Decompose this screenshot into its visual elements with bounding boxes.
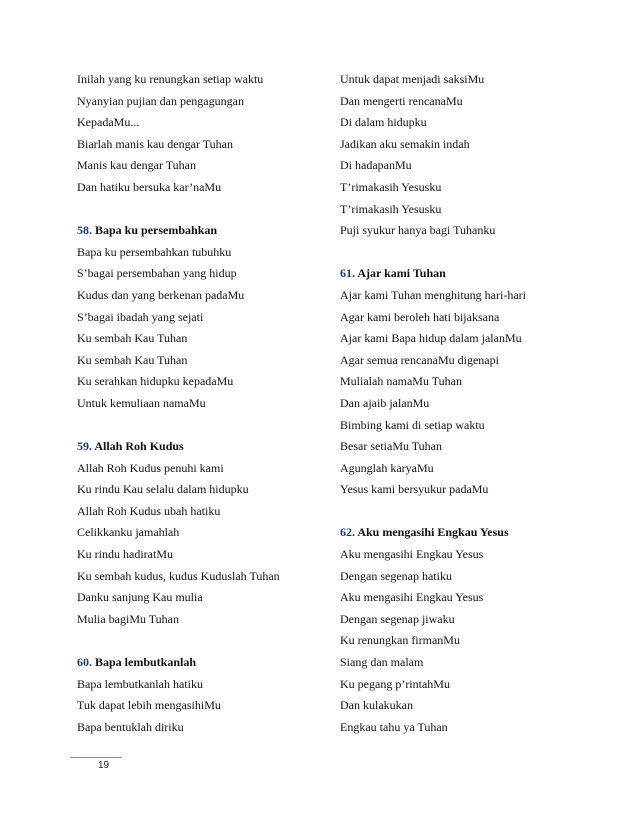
lyric-line: Nyanyian pujian dan pengagungan — [77, 93, 244, 108]
song-heading-60 — [77, 652, 339, 674]
stanza-spacer — [340, 501, 602, 523]
lyric-line: Dan ajaib jalanMu — [340, 395, 430, 410]
song-title: Ajar kami Tuhan — [357, 266, 446, 281]
lyric-line: Manis kau dengar Tuhan — [77, 158, 196, 173]
song-number: 59. — [77, 439, 92, 454]
lyric-line: Besar setiaMu Tuhan — [340, 439, 442, 454]
song-title: Aku mengasihi Engkau Yesus — [357, 525, 509, 540]
lyric-line: Bapa ku persembahkan tubuhku — [77, 244, 232, 259]
lyric-line: T’rimakasih Yesusku — [340, 179, 442, 194]
song-heading-61 — [340, 263, 602, 285]
lyric-line: Ajar kami Tuhan menghitung hari-hari — [340, 287, 526, 302]
lyric-line: Bapa lembutkanlah hatiku — [77, 676, 203, 691]
left-column — [77, 69, 339, 738]
song-heading-59 — [77, 436, 339, 458]
lyric-line: Dengan segenap jiwaku — [340, 611, 455, 626]
lyric-line: Untuk dapat menjadi saksiMu — [340, 72, 485, 86]
lyric-line: Aku mengasihi Engkau Yesus — [340, 547, 484, 562]
lyric-line: Puji syukur hanya bagi Tuhanku — [340, 223, 496, 238]
lyric-line: Agar kami beroleh hati bijaksana — [340, 309, 500, 324]
stanza-spacer — [77, 630, 339, 652]
lyric-line: Allah Roh Kudus ubah hatiku — [77, 503, 221, 518]
lyric-line: KepadaMu... — [77, 115, 140, 130]
lyric-line: Jadikan aku semakin indah — [340, 136, 470, 151]
lyric-line: S’bagai ibadah yang sejati — [77, 309, 204, 324]
song-number: 60. — [77, 655, 92, 670]
lyric-line: S’bagai persembahan yang hidup — [77, 266, 237, 281]
lyric-line: Celikkanku jamahlah — [77, 525, 180, 540]
lyric-line: Di dalam hidupku — [340, 115, 427, 130]
lyric-line: Agunglah karyaMu — [340, 460, 434, 475]
page-number: 19 — [98, 760, 110, 771]
lyric-line: Di hadapanMu — [340, 158, 412, 173]
lyric-line: Ajar kami Bapa hidup dalam jalanMu — [340, 331, 522, 346]
lyric-line: Untuk kemuliaan namaMu — [77, 395, 206, 410]
lyric-line: Inilah yang ku renungkan setiap waktu — [77, 72, 264, 86]
song-number: 58. — [77, 223, 92, 238]
lyric-line: Aku mengasihi Engkau Yesus — [340, 590, 484, 605]
lyric-line: Ku rindu hadiratMu — [77, 547, 173, 562]
song-heading-62 — [340, 522, 602, 544]
stanza-spacer — [340, 242, 602, 264]
lyric-line: Dengan segenap hatiku — [340, 568, 452, 583]
lyric-line: Siang dan malam — [340, 655, 424, 670]
lyric-line: Mulialah namaMu Tuhan — [340, 374, 462, 389]
lyric-line: Dan mengerti rencanaMu — [340, 93, 463, 108]
lyric-line: Dan hatiku bersuka kar’naMu — [77, 179, 222, 194]
lyric-line: Allah Roh Kudus penuhi kami — [77, 460, 224, 475]
song-title: Bapa ku persembahkan — [95, 223, 218, 238]
lyric-line: Mulia bagiMu Tuhan — [77, 611, 180, 626]
lyric-line: Tuk dapat lebih mengasihiMu — [77, 698, 221, 713]
lyric-line: T’rimakasih Yesusku — [340, 201, 442, 216]
lyric-line: Agar semua rencanaMu digenapi — [340, 352, 499, 367]
lyric-line: Ku serahkan hidupku kepadaMu — [77, 374, 234, 389]
lyric-line: Ku rindu Kau selalu dalam hidupku — [77, 482, 249, 497]
lyric-line: Biarlah manis kau dengar Tuhan — [77, 136, 233, 151]
lyric-line: Bimbing kami di setiap waktu — [340, 417, 485, 432]
lyric-line: Ku sembah Kau Tuhan — [77, 331, 188, 346]
song-title: Bapa lembutkanlah — [95, 655, 197, 670]
lyric-line: Danku sanjung Kau mulia — [77, 590, 203, 605]
right-column — [340, 69, 602, 738]
lyric-line: Bapa bentuklah diriku — [77, 719, 184, 734]
lyric-line: Ku sembah kudus, kudus Kuduslah Tuhan — [77, 568, 280, 583]
song-title: Allah Roh Kudus — [94, 439, 184, 454]
song-heading-58 — [77, 220, 339, 242]
stanza-spacer — [77, 415, 339, 437]
lyric-line: Ku sembah Kau Tuhan — [77, 352, 188, 367]
footer-rule — [70, 757, 122, 758]
song-number: 62. — [340, 525, 355, 540]
lyric-line: Engkau tahu ya Tuhan — [340, 719, 448, 734]
lyric-line: Kudus dan yang berkenan padaMu — [77, 287, 245, 302]
song-number: 61. — [340, 266, 355, 281]
stanza-spacer — [77, 199, 339, 221]
lyric-line: Ku renungkan firmanMu — [340, 633, 460, 648]
lyric-line: Ku pegang p’rintahMu — [340, 676, 450, 691]
lyric-line: Yesus kami bersyukur padaMu — [340, 482, 489, 497]
lyric-line: Dan kulakukan — [340, 698, 413, 713]
